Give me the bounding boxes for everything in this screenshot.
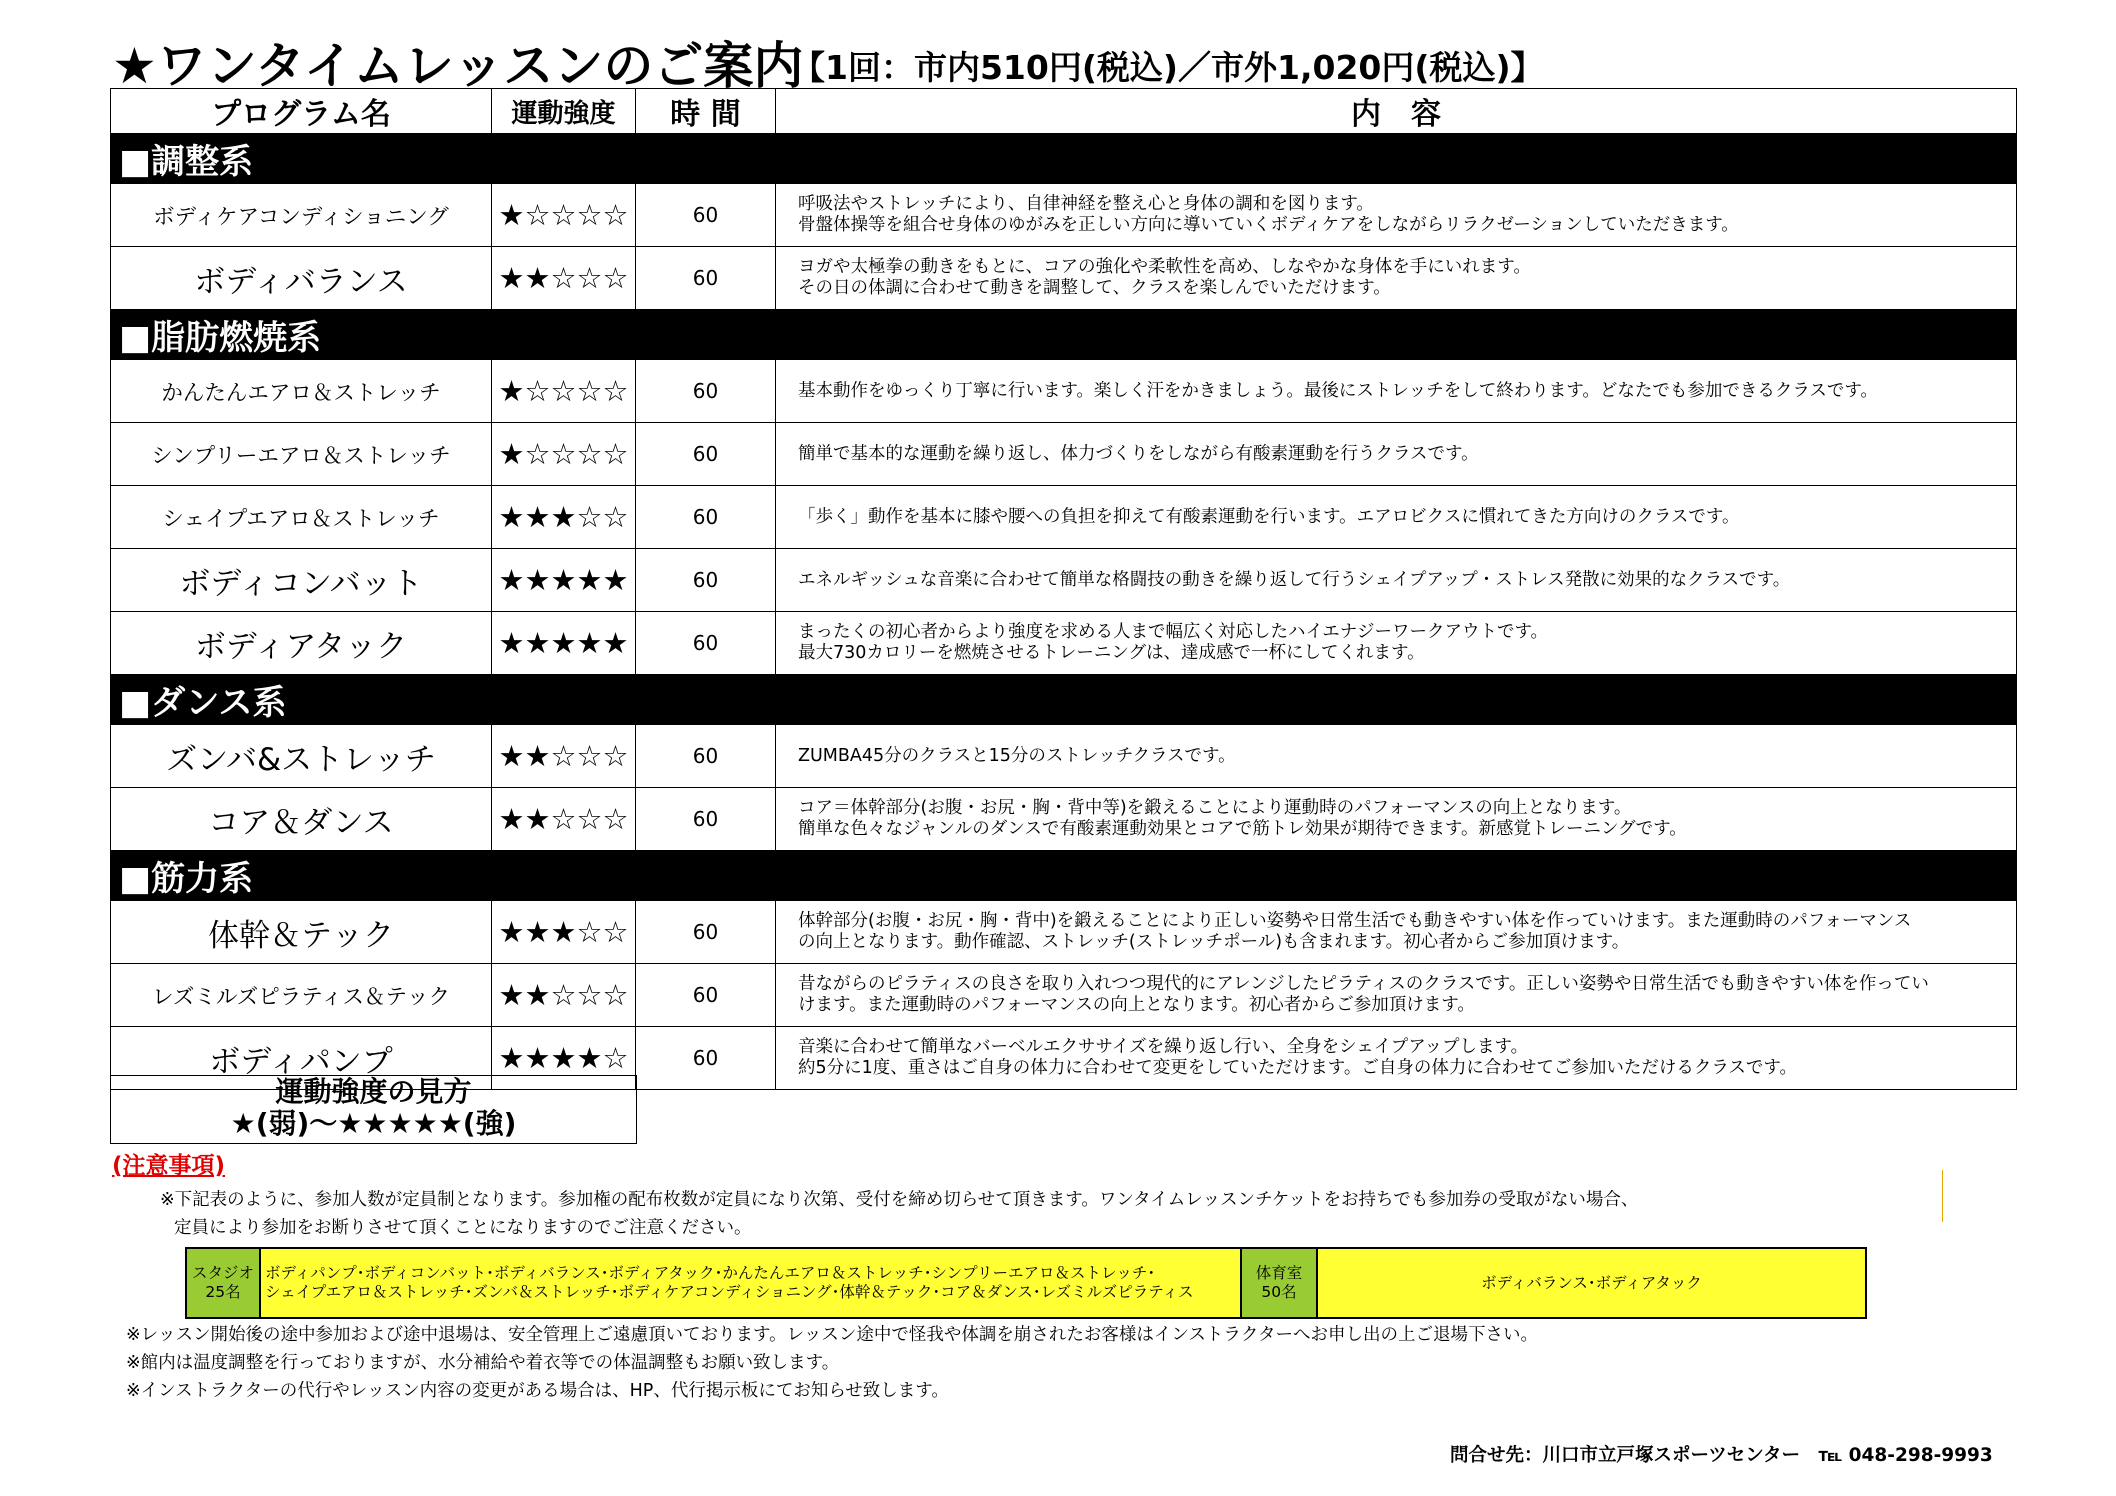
legend-scale: ★(弱)～★★★★★(強)	[230, 1107, 517, 1140]
description	[776, 423, 2017, 486]
footnote-2: ※館内は温度調整を行っておりますが、水分補給や着衣等での体温調整もお願い致します。	[126, 1353, 840, 1373]
notes-heading: (注意事項)	[112, 1153, 226, 1179]
description-line: エネルギッシュな音楽に合わせて簡単な格闘技の動きを繰り返して行うシェイプアップ・ストレス発散に効果的なクラスです。	[798, 569, 1791, 590]
program-name: かんたんエアロ＆ストレッチ	[111, 360, 492, 423]
description-line: 呼吸法やストレッチにより、自律神経を整え心と身体の調和を図ります。	[798, 194, 1374, 214]
description	[776, 788, 2017, 851]
duration: 60	[636, 612, 776, 675]
program-name: シンプリーエアロ＆ストレッチ	[111, 423, 492, 486]
duration: 60	[636, 247, 776, 310]
note-capacity: ※下記表のように、参加人数が定員制となります。参加権の配布枚数が定員になり次第、受付を締め切らせて頂きます。ワンタイムレッスンチケットをお持ちでも参加券の受取がない場合、	[160, 1190, 1639, 1210]
intensity-stars: ★★☆☆☆	[492, 964, 636, 1027]
program-name: ズンバ&ストレッチ	[111, 725, 492, 788]
duration: 60	[636, 486, 776, 549]
intensity-stars: ★★★☆☆	[492, 901, 636, 964]
description	[776, 549, 2017, 612]
intensity-stars: ★★☆☆☆	[492, 725, 636, 788]
description-line: 基本動作をゆっくり丁寧に行います。楽しく汗をかきましょう。最後にストレッチをして終わります。どなたでも参加できるクラスです。	[798, 380, 1878, 401]
description	[776, 486, 2017, 549]
description	[776, 184, 2017, 247]
description-line: 約5分に1度、重さはご自身の体力に合わせて変更をしていただけます。ご自身の体力に合わせてご参加いただけるクラスです。	[798, 1058, 1797, 1078]
table-row	[111, 423, 2017, 486]
table-header-row	[111, 89, 2017, 134]
table-row	[111, 964, 2017, 1027]
description	[776, 901, 2017, 964]
section-title: ■ダンス系	[111, 675, 2017, 725]
intensity-stars: ★☆☆☆☆	[492, 360, 636, 423]
intensity-stars: ★☆☆☆☆	[492, 184, 636, 247]
section-header	[111, 310, 2017, 360]
intensity-stars: ★★★★★	[492, 612, 636, 675]
description-line: けます。また運動時のパフォーマンスの向上となります。初心者からご参加頂けます。	[798, 995, 1475, 1015]
intensity-stars: ★★☆☆☆	[492, 247, 636, 310]
program-name: ボディパンプ	[111, 1027, 492, 1090]
description-line: 簡単な色々なジャンルのダンスで有酸素運動効果とコアで筋トレ効果が期待できます。新感覚トレーニングです。	[798, 819, 1687, 839]
section-title: ■脂肪燃焼系	[111, 310, 2017, 360]
program-name: ボディバランス	[111, 247, 492, 310]
duration: 60	[636, 788, 776, 851]
duration: 60	[636, 964, 776, 1027]
duration: 60	[636, 549, 776, 612]
section-title: ■調整系	[111, 134, 2017, 184]
program-name: シェイプエアロ＆ストレッチ	[111, 486, 492, 549]
intensity-stars: ★★☆☆☆	[492, 788, 636, 851]
intensity-stars: ★★★☆☆	[492, 486, 636, 549]
section-header	[111, 134, 2017, 184]
intensity-stars: ★☆☆☆☆	[492, 423, 636, 486]
duration: 60	[636, 725, 776, 788]
description-line: ヨガや太極拳の動きをもとに、コアの強化や柔軟性を高め、しなやかな身体を手にいれます。	[798, 257, 1531, 277]
intensity-stars: ★★★★☆	[492, 1027, 636, 1090]
table-row	[111, 486, 2017, 549]
gym-label: 体育室 50名	[1241, 1248, 1317, 1318]
section-header	[111, 851, 2017, 901]
description	[776, 612, 2017, 675]
col-intensity: 運動強度	[492, 89, 636, 134]
col-program-name: プログラム名	[111, 89, 492, 134]
footnote-3: ※インストラクターの代行やレッスン内容の変更がある場合は、HP、代行掲示板にてお知らせ致します。	[126, 1381, 949, 1401]
description	[776, 360, 2017, 423]
table-row	[111, 901, 2017, 964]
description-line: 「歩く」動作を基本に膝や腰への負担を抑えて有酸素運動を行います。エアロビクスに慣れてきた方向けのクラスです。	[798, 506, 1740, 527]
description-line: 骨盤体操等を組合せ身体のゆがみを正しい方向に導いていくボディケアをしながらリラクゼーションしていただきます。	[798, 215, 1739, 235]
footnote-1: ※レッスン開始後の途中参加および途中退場は、安全管理上ご遠慮頂いております。レッスン途中で怪我や体調を崩されたお客様はインストラクターへお申し出の上ご退場下さい。	[126, 1325, 1539, 1345]
table-row	[111, 360, 2017, 423]
table-row	[111, 725, 2017, 788]
table-row	[111, 184, 2017, 247]
contact-info: 問合せ先：川口市立戸塚スポーツセンター ℡ 048-298-9993	[1450, 1445, 1993, 1466]
program-name: コア＆ダンス	[111, 788, 492, 851]
intensity-legend	[110, 1075, 637, 1144]
decorative-line	[1942, 1170, 1943, 1222]
description	[776, 247, 2017, 310]
description-line: 音楽に合わせて簡単なバーベルエクササイズを繰り返し行い、全身をシェイプアップします。	[798, 1037, 1529, 1057]
description-line: その日の体調に合わせて動きを調整して、クラスを楽しんでいただけます。	[798, 278, 1391, 298]
lesson-table	[110, 88, 2017, 1090]
description-line: コア＝体幹部分(お腹・お尻・胸・背中等)を鍛えることにより運動時のパフォーマンスの向上となります。	[798, 798, 1632, 818]
program-name: ボディケアコンディショニング	[111, 184, 492, 247]
description-line: 最大730カロリーを燃焼させるトレーニングは、達成感で一杯にしてくれます。	[798, 643, 1425, 663]
description-line: 体幹部分(お腹・お尻・胸・背中)を鍛えることにより正しい姿勢や日常生活でも動きやすい体を作っていけます。また運動時のパフォーマンス	[798, 911, 1912, 931]
description	[776, 1027, 2017, 1090]
section-header	[111, 675, 2017, 725]
col-content: 内 容	[776, 89, 2017, 134]
col-time: 時 間	[636, 89, 776, 134]
studio-programs: ボディパンプ･ボディコンバット･ボディバランス･ボディアタック･かんたんエアロ＆ストレッチ･シンプリーエアロ＆ストレッチ･ シェイプエアロ＆ストレッチ･ズンバ＆ストレッチ･ボディケアコンディショニング･体幹＆テック･コア＆ダンス･レズミルズピラティス	[260, 1248, 1241, 1318]
section-title: ■筋力系	[111, 851, 2017, 901]
program-name: ボディコンバット	[111, 549, 492, 612]
program-name: 体幹＆テック	[111, 901, 492, 964]
table-row	[111, 612, 2017, 675]
duration: 60	[636, 423, 776, 486]
description-line: まったくの初心者からより強度を求める人まで幅広く対応したハイエナジーワークアウトです。	[798, 622, 1549, 642]
studio-label: スタジオ 25名	[186, 1248, 260, 1318]
description-line: ZUMBA45分のクラスと15分のストレッチクラスです。	[798, 745, 1236, 766]
description-line: の向上となります。動作確認、ストレッチ(ストレッチポール)も含まれます。初心者からご参加頂けます。	[798, 932, 1630, 952]
description-line: 昔ながらのピラティスの良さを取り入れつつ現代的にアレンジしたピラティスのクラスです。正しい姿勢や日常生活でも動きやすい体を作ってい	[798, 974, 1929, 994]
duration: 60	[636, 901, 776, 964]
legend-title: 運動強度の見方	[275, 1075, 472, 1108]
table-row	[111, 247, 2017, 310]
table-row	[111, 788, 2017, 851]
description-line: 簡単で基本的な運動を繰り返し、体力づくりをしながら有酸素運動を行うクラスです。	[798, 443, 1479, 464]
description	[776, 964, 2017, 1027]
program-name: レズミルズピラティス＆テック	[111, 964, 492, 1027]
price-info: 【1回：市内510円(税込)／市外1,020円(税込)】	[792, 48, 1544, 87]
table-row	[111, 549, 2017, 612]
capacity-table	[185, 1247, 1867, 1319]
page-title: ★ワンタイムレッスンのご案内	[112, 37, 804, 95]
gym-programs: ボディバランス･ボディアタック	[1317, 1248, 1866, 1318]
duration: 60	[636, 184, 776, 247]
description	[776, 725, 2017, 788]
duration: 60	[636, 1027, 776, 1090]
intensity-stars: ★★★★★	[492, 549, 636, 612]
duration: 60	[636, 360, 776, 423]
program-name: ボディアタック	[111, 612, 492, 675]
note-capacity-cont: 定員により参加をお断りさせて頂くことになりますのでご注意ください。	[174, 1218, 752, 1238]
